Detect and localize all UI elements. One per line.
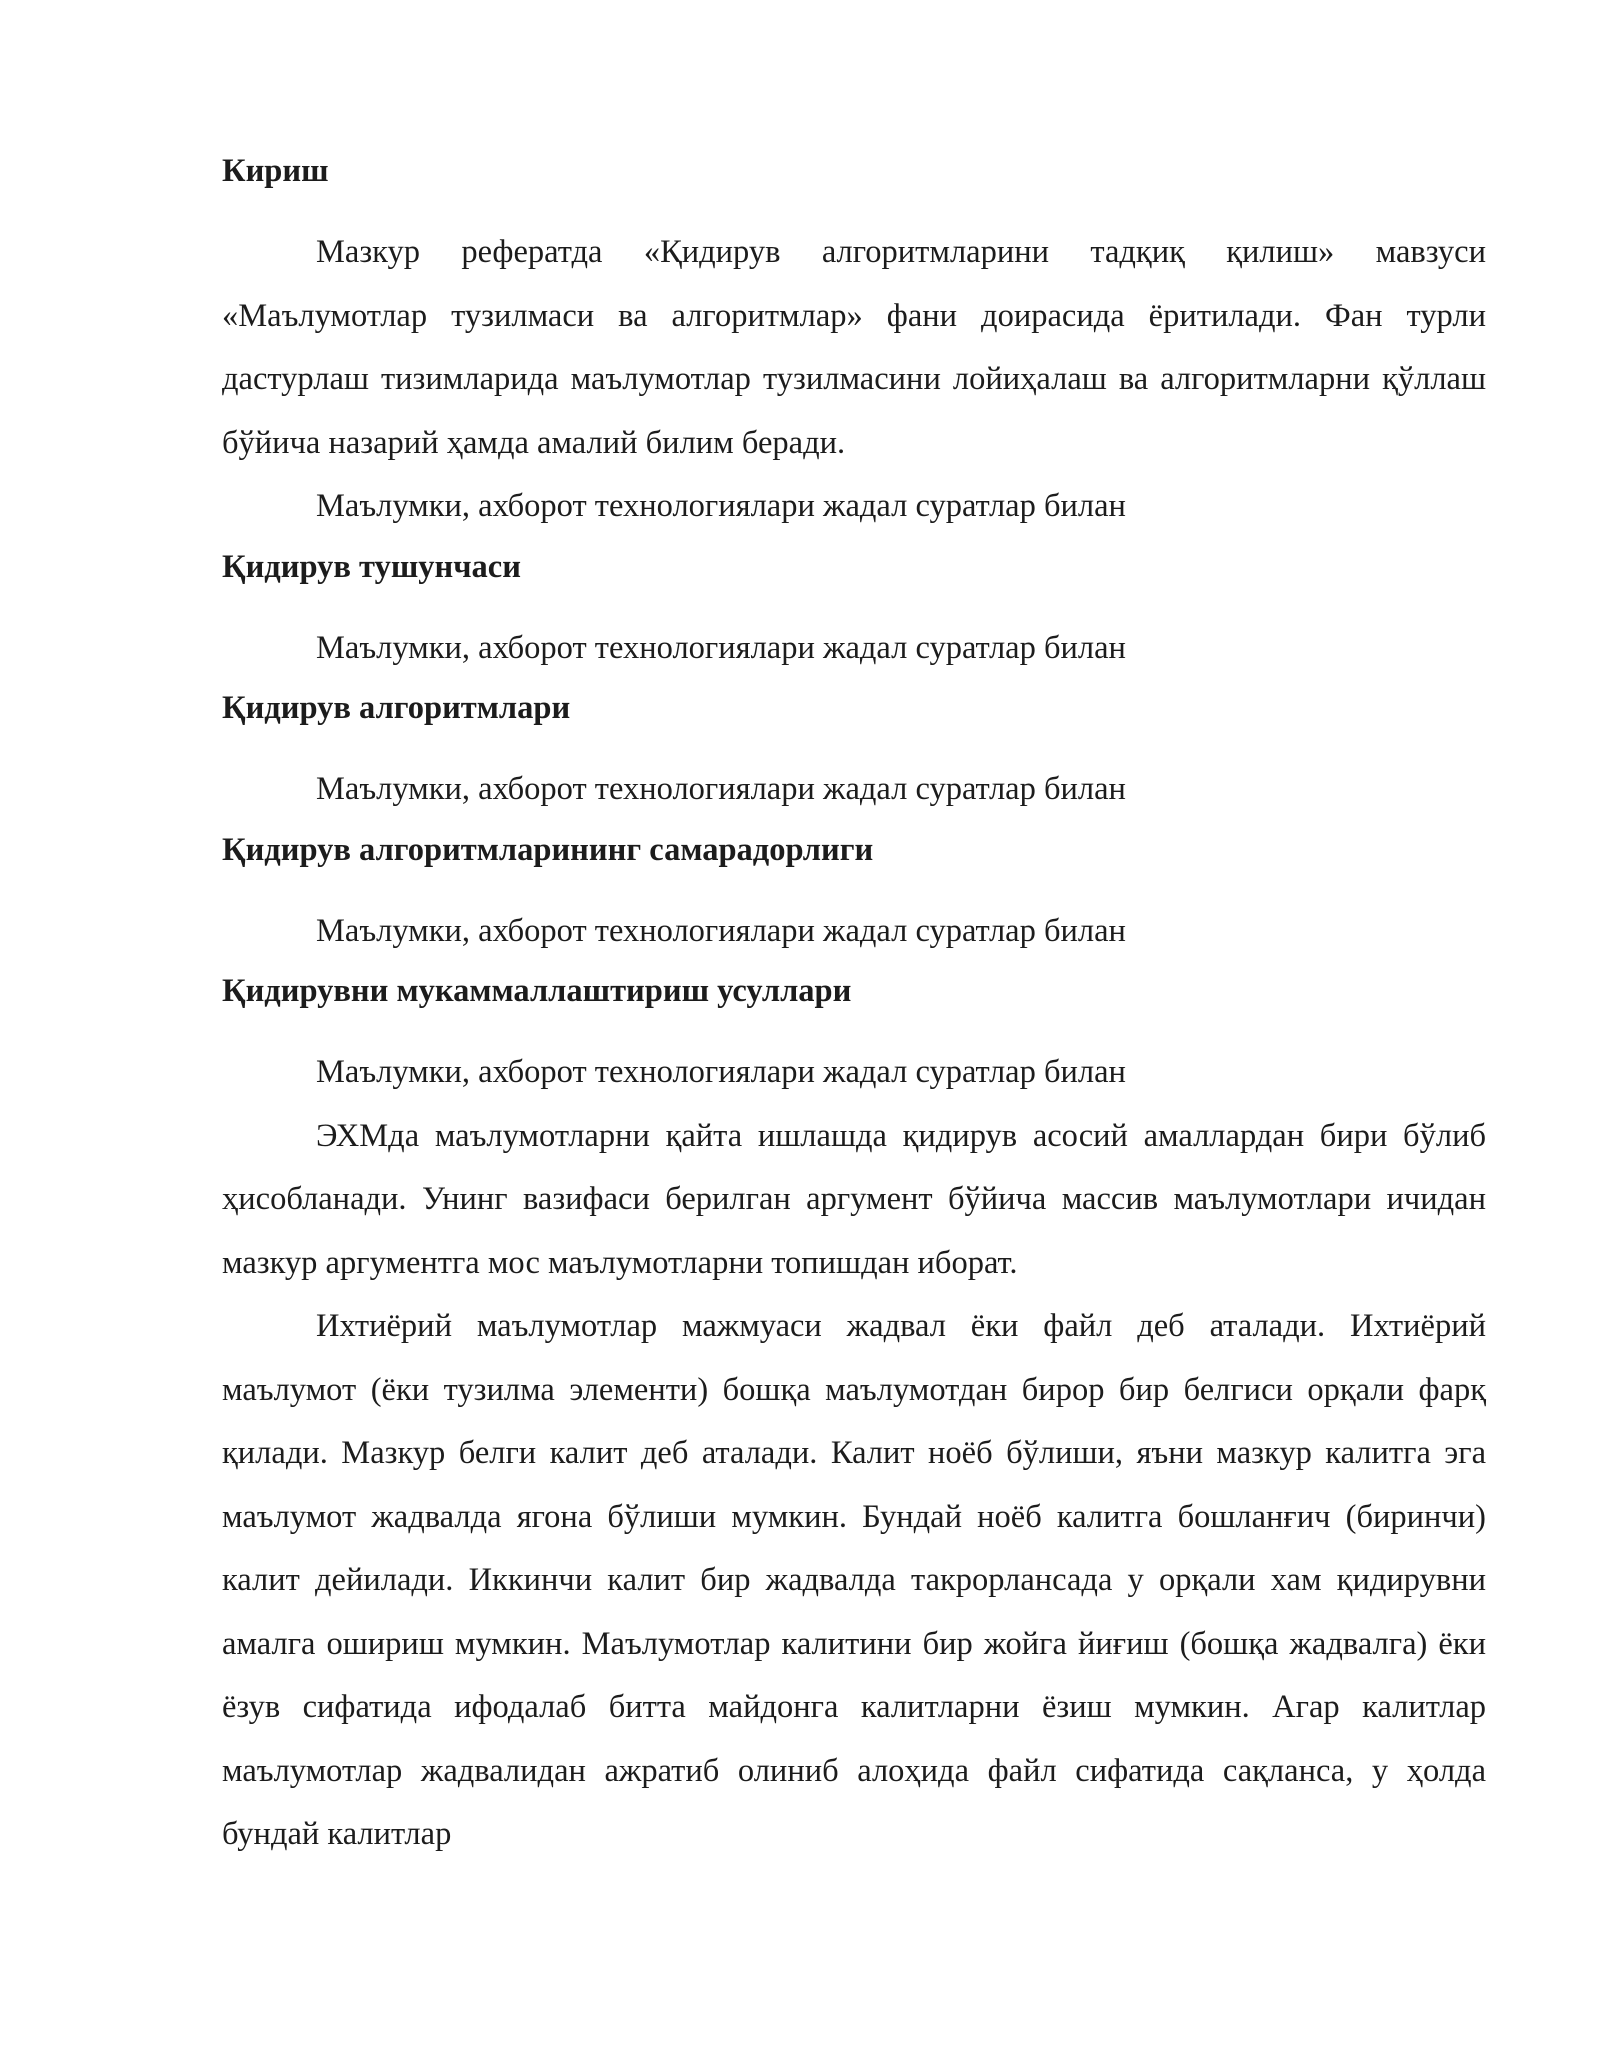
paragraph-search-concept: Маълумки, ахборот технологиялари жадал суратлар билан [316, 629, 1126, 666]
section-heading-introduction: Кириш [222, 153, 329, 189]
paragraph-improvement-methods: Маълумки, ахборот технологиялари жадал суратлар билан [316, 1054, 1126, 1090]
paragraph-search-algorithms: Маълумки, ахборот технологиялари жадал суратлар билан [316, 771, 1126, 807]
section-heading-algorithm-efficiency: Қидирув алгоритмларининг самарадорлиги [222, 831, 874, 868]
paragraph-introduction: Мазкур рефератда «Қидирув алгоритмларини тадқиқ қилиш» мавзуси «Маълумотлар тузилмаси ва алгоритмлар» фани доирасида ёритилади. Фан турли дастурлаш тизимларида маълумотлар тузилмасини лойиҳалаш ва алгоритмларни қўллаш бўйича назарий ҳамда амалий билим беради. [222, 234, 1486, 461]
paragraph-algorithm-efficiency: Маълумки, ахборот технологиялари жадал суратлар билан [316, 912, 1126, 949]
section-heading-improvement-methods: Қидирувни мукаммаллаштириш усуллари [222, 973, 852, 1009]
paragraph-intro-continuation: Маълумки, ахборот технологиялари жадал суратлар билан [316, 488, 1126, 524]
section-heading-search-algorithms: Қидирув алгоритмлари [222, 690, 571, 726]
document-body [222, 143, 1486, 1867]
paragraph-computer-search: ЭХМда маълумотларни қайта ишлашда қидирув асосий амаллардан бири бўлиб ҳисобланади. Унинг вазифаси берилган аргумент бўйича массив маълумотлари ичидан мазкур аргументга мос маълумотларни топишдан иборат. [222, 1117, 1486, 1281]
section-heading-search-concept: Қидирув тушунчаси [222, 548, 521, 585]
paragraph-data-keys: Ихтиёрий маълумотлар мажмуаси жадвал ёки файл деб аталади. Ихтиёрий маълумот (ёки тузилма элементи) бошқа маълумотдан бирор бир белгиси орқали фарқ қилади. Мазкур белги калит деб аталади. Калит ноёб бўлиши, яъни мазкур калитга эга маълумот жадвалда ягона бўлиши мумкин. Бундай ноёб калитга бошланғич (биринчи) калит дейилади. Иккинчи калит бир жадвалда такрорлансада у орқали хам қидирувни амалга ошириш мумкин. Маълумотлар калитини бир жойга йиғиш (бошқа жадвалга) ёки ёзув сифатида ифодалаб битта майдонга калитларни ёзиш мумкин. Агар калитлар маълумотлар жадвалидан ажратиб олиниб алоҳида файл сифатида сақланса, у ҳолда бундай калитлар [222, 1308, 1486, 1852]
